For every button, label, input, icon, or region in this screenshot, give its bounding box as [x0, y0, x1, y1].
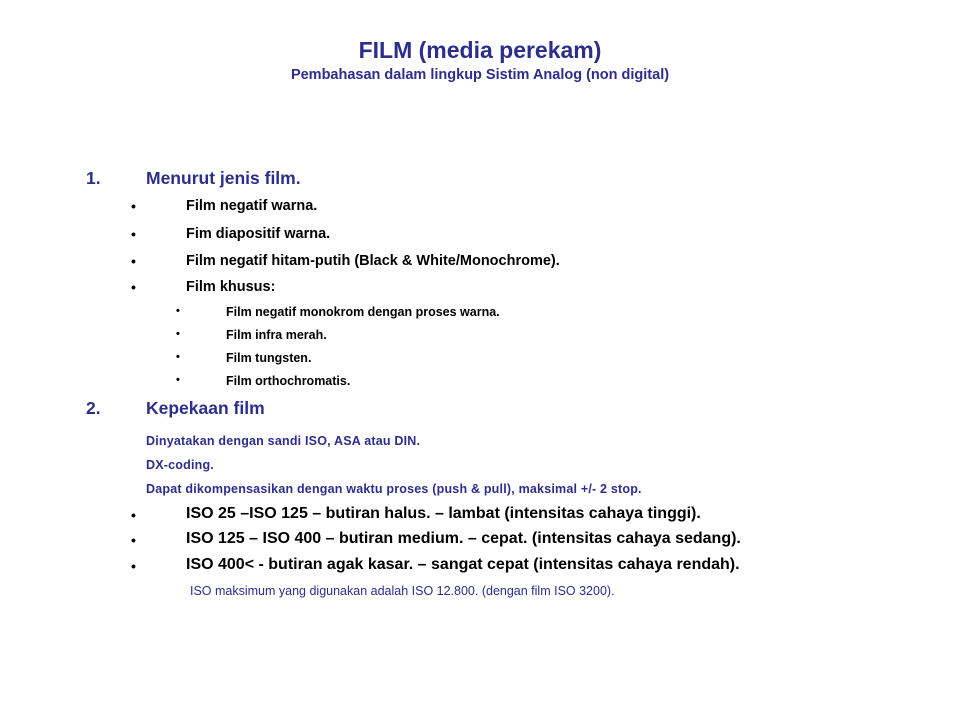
bullet-icon: •	[176, 351, 180, 363]
bullet-icon: •	[131, 532, 136, 548]
list-item-text: Film negatif hitam-putih (Black & White/Monochrome).	[186, 253, 560, 269]
section2-footnote: ISO maksimum yang digunakan adalah ISO 12.800. (dengan film ISO 3200).	[190, 584, 615, 598]
slide-subtitle: Pembahasan dalam lingkup Sistim Analog (non digital)	[290, 67, 670, 83]
sub-list-item-text: Film orthochromatis.	[226, 374, 351, 388]
section2-note: Dinyatakan dengan sandi ISO, ASA atau DIN.	[146, 434, 421, 448]
bullet-icon: •	[176, 374, 180, 386]
sub-list-item-text: Film infra merah.	[226, 328, 327, 342]
bullet-icon: •	[176, 328, 180, 340]
sub-list-item-text: Film negatif monokrom dengan proses warna.	[226, 305, 500, 319]
slide-title: FILM (media perekam)	[358, 37, 602, 63]
bullet-icon: •	[131, 507, 136, 523]
list-item-text: Fim diapositif warna.	[186, 226, 331, 242]
bullet-icon: •	[131, 226, 136, 242]
bullet-icon: •	[131, 558, 136, 574]
list-item-text: ISO 400< - butiran agak kasar. – sangat cepat (intensitas cahaya rendah).	[186, 556, 740, 573]
bullet-icon: •	[176, 305, 180, 317]
sub-list-item-text: Film tungsten.	[226, 351, 312, 365]
section2-heading: Kepekaan film	[146, 398, 265, 418]
bullet-icon: •	[131, 253, 136, 269]
bullet-icon: •	[131, 279, 136, 295]
section2-note: Dapat dikompensasikan dengan waktu proses (push & pull), maksimal +/- 2 stop.	[146, 482, 642, 496]
section2-note: DX-coding.	[146, 458, 214, 472]
section1-number: 1.	[86, 168, 101, 188]
list-item-text: Film khusus:	[186, 279, 276, 295]
list-item-text: ISO 25 –ISO 125 – butiran halus. – lambat (intensitas cahaya tinggi).	[186, 505, 701, 522]
section2-number: 2.	[86, 398, 101, 418]
list-item-text: ISO 125 – ISO 400 – butiran medium. – cepat. (intensitas cahaya sedang).	[186, 530, 741, 547]
bullet-icon: •	[131, 198, 136, 214]
section1-heading: Menurut jenis film.	[146, 168, 301, 188]
list-item-text: Film negatif warna.	[186, 198, 318, 214]
